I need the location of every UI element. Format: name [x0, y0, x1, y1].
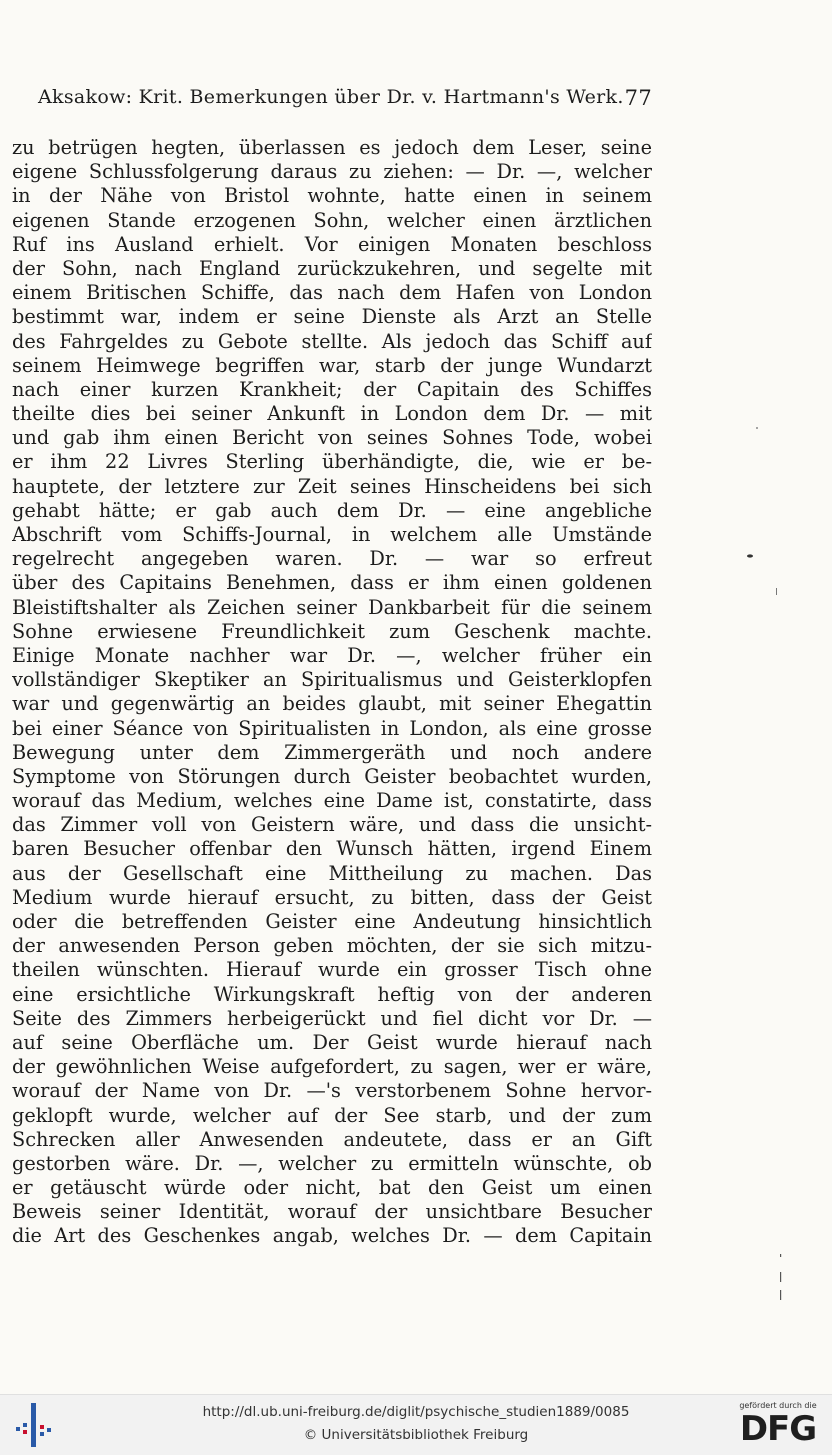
text-line: des Fahrgeldes zu Gebote stellte. Als jedoch das Schiff auf: [12, 329, 652, 353]
text-line: er ihm 22 Livres Sterling überhändigte, die, wie er be-: [12, 450, 652, 474]
dfg-mark: DFG: [739, 1409, 817, 1449]
running-title: Aksakow: Krit. Bemerkungen über Dr. v. Hartmann's Werk.: [38, 86, 624, 108]
viewer-footer: [0, 1394, 832, 1455]
text-line: hauptete, der letztere zur Zeit seines Hinscheidens bei sich: [12, 474, 652, 498]
text-line: worauf der Name von Dr. —'s verstorbenem Sohne hervor-: [12, 1079, 652, 1103]
text-line: Einige Monate nachher war Dr. —, welcher früher ein: [12, 643, 652, 667]
dfg-tagline: gefördert durch die: [739, 1401, 817, 1410]
permalink-url[interactable]: http://dl.ub.uni-freiburg.de/diglit/psychische_studien1889/0085: [202, 1404, 630, 1420]
text-line: über des Capitains Benehmen, dass er ihm einen goldenen: [12, 571, 652, 595]
text-line: war und gegenwärtig an beides glaubt, mit seiner Ehegattin: [12, 692, 652, 716]
text-line: eigenen Stande erzogenen Sohn, welcher einen ärztlichen: [12, 208, 652, 232]
text-line: baren Besucher offenbar den Wunsch hätten, irgend Einem: [12, 837, 652, 861]
text-line: Bewegung unter dem Zimmergeräth und noch andere: [12, 740, 652, 764]
text-line: aus der Gesellschaft eine Mittheilung zu machen. Das: [12, 861, 652, 885]
text-line: Beweis seiner Identität, worauf der unsichtbare Besucher: [12, 1200, 652, 1224]
text-line: Ruf ins Ausland erhielt. Vor einigen Monaten beschloss: [12, 232, 652, 256]
text-line: die Art des Geschenkes angab, welches Dr. — dem Capitain: [12, 1224, 652, 1248]
text-line: theilen wünschten. Hierauf wurde ein grosser Tisch ohne: [12, 958, 652, 982]
body-text: [12, 136, 652, 1249]
text-line: zu betrügen hegten, überlassen es jedoch dem Leser, seine: [12, 136, 652, 159]
dfg-logo: [728, 1399, 828, 1451]
text-line: Medium wurde hierauf ersucht, zu bitten, dass der Geist: [12, 885, 652, 909]
text-line: Abschrift vom Schiffs-Journal, in welchem alle Umstände: [12, 523, 652, 546]
text-line: vollständiger Skeptiker an Spiritualismus und Geisterklopfen: [12, 668, 652, 692]
text-line: auf seine Oberfläche um. Der Geist wurde hierauf nach: [12, 1030, 652, 1054]
text-line: oder die betreffenden Geister eine Andeutung hinsichtlich: [12, 910, 652, 933]
text-line: das Zimmer voll von Geistern wäre, und dass die unsicht-: [12, 813, 652, 837]
text-line: in der Nähe von Bristol wohnte, hatte einen in seinem: [12, 184, 652, 208]
university-library-logo-icon: [14, 1403, 54, 1447]
text-line: Seite des Zimmers herbeigerückt und fiel dicht vor Dr. —: [12, 1006, 652, 1030]
text-line: seinem Heimwege begriffen war, starb der junge Wundarzt: [12, 353, 652, 377]
text-line: regelrecht angegeben waren. Dr. — war so erfreut: [12, 547, 652, 571]
text-line: Symptome von Störungen durch Geister beobachtet wurden,: [12, 764, 652, 788]
text-line: geklopft wurde, welcher auf der See starb, und der zum: [12, 1103, 652, 1127]
text-line: gestorben wäre. Dr. —, welcher zu ermitteln wünschte, ob: [12, 1151, 652, 1175]
text-line: der Sohn, nach England zurückzukehren, und segelte mit: [12, 256, 652, 280]
text-line: eigene Schlussfolgerung daraus zu ziehen: — Dr. —, welcher: [12, 160, 652, 184]
text-line: theilte dies bei seiner Ankunft in London dem Dr. — mit: [12, 402, 652, 426]
copyright-notice: © Universitätsbibliothek Freiburg: [303, 1427, 529, 1443]
text-line: Schrecken aller Anwesenden andeutete, dass er an Gift: [12, 1127, 652, 1151]
text-line: der gewöhnlichen Weise aufgefordert, zu sagen, wer er wäre,: [12, 1055, 652, 1079]
text-line: bestimmt war, indem er seine Dienste als Arzt an Stelle: [12, 305, 652, 329]
text-line: der anwesenden Person geben möchten, der sie sich mitzu-: [12, 934, 652, 958]
text-line: bei einer Séance von Spiritualisten in London, als eine grosse: [12, 716, 652, 740]
text-line: einem Britischen Schiffe, das nach dem Hafen von London: [12, 281, 652, 305]
text-line: gehabt hätte; er gab auch dem Dr. — eine angebliche: [12, 498, 652, 522]
text-line: Sohne erwiesene Freundlichkeit zum Geschenk machte.: [12, 619, 652, 643]
text-line: worauf das Medium, welches eine Dame ist, constatirte, dass: [12, 789, 652, 813]
text-line: und gab ihm einen Bericht von seines Sohnes Tode, wobei: [12, 426, 652, 450]
running-header: [38, 86, 654, 114]
text-line: er getäuscht würde oder nicht, bat den Geist um einen: [12, 1176, 652, 1200]
text-line: nach einer kurzen Krankheit; der Capitain des Schiffes: [12, 377, 652, 401]
page-number: 77: [624, 86, 652, 110]
text-line: eine ersichtliche Wirkungskraft heftig von der anderen: [12, 982, 652, 1006]
text-line: Bleistiftshalter als Zeichen seiner Dankbarbeit für die seinem: [12, 595, 652, 619]
